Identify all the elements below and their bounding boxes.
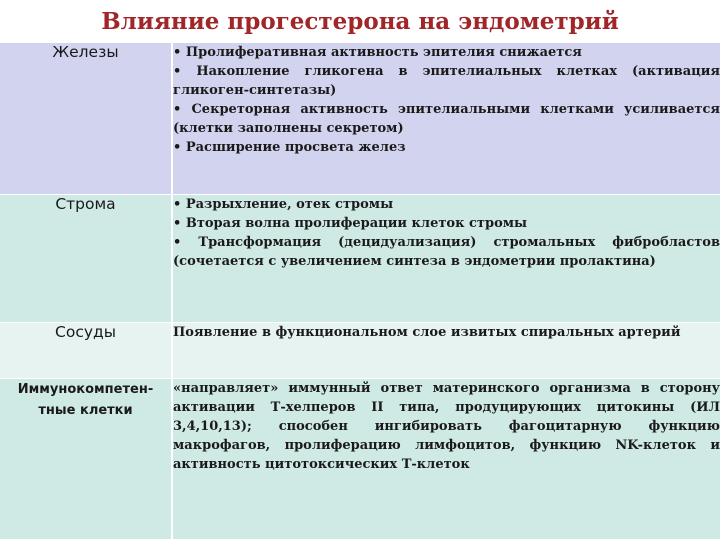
- table-row-vessels: [0, 323, 720, 379]
- row-label-glands: [0, 43, 172, 195]
- list-item: • Трансформация (децидуализация) стромальных фибробластов (сочетается с увеличением синтеза в эндометрии пролактина): [173, 233, 720, 271]
- table-row-immune: [0, 379, 720, 540]
- slide-title: Влияние прогестерона на эндометрий: [101, 8, 619, 35]
- list-item: • Секреторная активность эпителиальными клетками усиливается (клетки заполнены секретом): [173, 100, 720, 138]
- row-label-text: Строма: [55, 195, 116, 213]
- list-item: • Расширение просвета желез: [173, 138, 720, 157]
- list-item: • Пролиферативная активность эпителия снижается: [173, 43, 720, 62]
- list-item: • Разрыхление, отек стромы: [173, 195, 720, 214]
- row-label-stroma: [0, 195, 172, 323]
- effects-table: [0, 42, 720, 540]
- row-label-text: Сосуды: [55, 323, 116, 341]
- row-text: Появление в функциональном слое извитых спиральных артерий: [173, 325, 681, 340]
- row-label-text: Железы: [52, 43, 119, 61]
- row-label-immune: [0, 379, 172, 540]
- row-content-immune: [172, 379, 720, 540]
- list-item: • Накопление гликогена в эпителиальных клетках (активация гликоген-синтетазы): [173, 62, 720, 100]
- row-label-text: Иммунокомпетен-тные клетки: [17, 382, 154, 418]
- bullet-list: [173, 43, 720, 157]
- bullet-list: [173, 195, 720, 271]
- table-row-stroma: [0, 195, 720, 323]
- row-content-stroma: [172, 195, 720, 323]
- row-content-vessels: [172, 323, 720, 379]
- list-item: • Вторая волна пролиферации клеток стромы: [173, 214, 720, 233]
- row-content-glands: [172, 43, 720, 195]
- row-text: «направляет» иммунный ответ материнского организма в сторону активации Т-хелперов II типа, продуцирующих цитокины (ИЛ 3,4,10,13); способен ингибировать фагоцитарную функцию макрофагов, пролиферацию лимфоцитов, функцию NK-клеток и активность цитотоксических Т-клеток: [173, 381, 720, 472]
- row-label-vessels: [0, 323, 172, 379]
- table-row-glands: [0, 43, 720, 195]
